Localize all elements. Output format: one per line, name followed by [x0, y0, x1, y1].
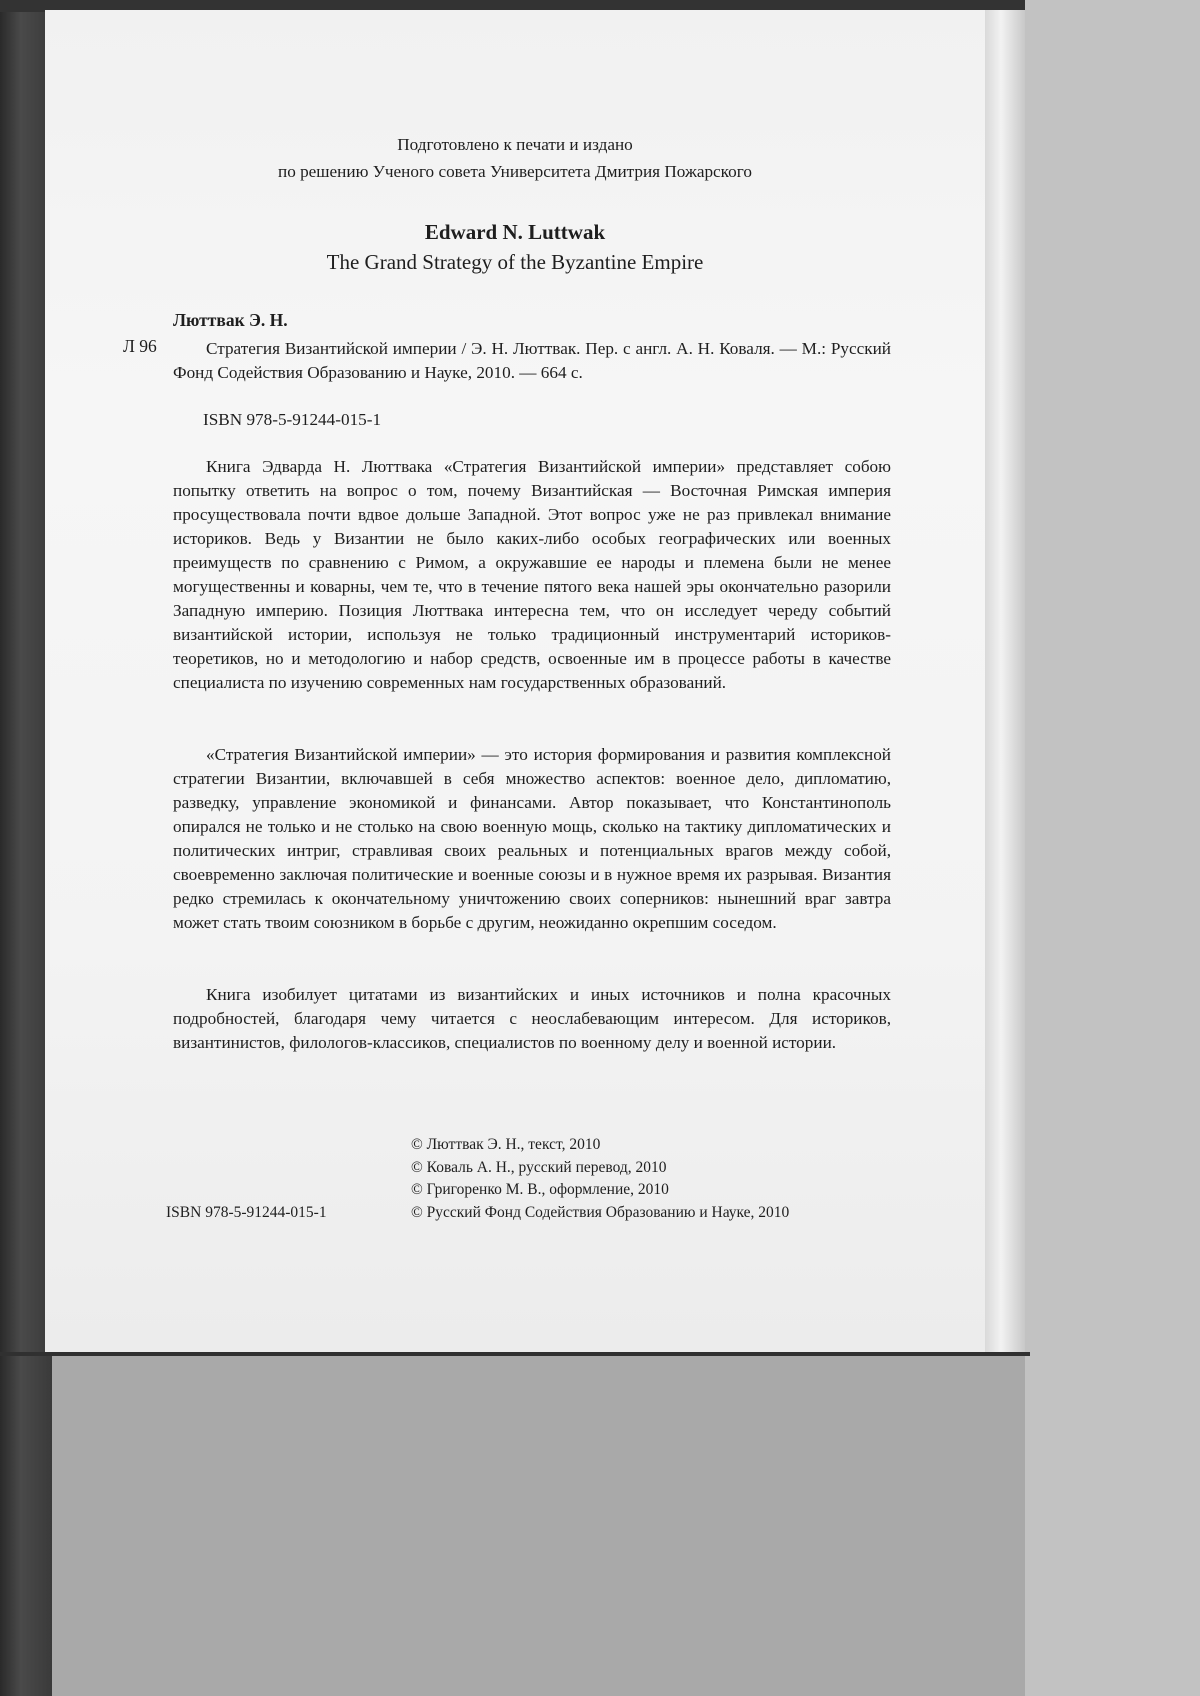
original-title: The Grand Strategy of the Byzantine Empire: [326, 250, 704, 274]
book-page: [45, 10, 985, 1352]
catalog-author: Люттвак Э. Н.: [173, 310, 288, 330]
bibliographic-record: Стратегия Византийской империи / Э. Н. Люттвак. Пер. с англ. А. Н. Коваля. — М.: Русский Фонд Содействия Образованию и Науке, 2010. — 664 с.: [173, 339, 891, 382]
imprint-line-1: Подготовлено к печати и издано: [397, 135, 633, 154]
annotation-paragraph-2: «Стратегия Византийской империи» — это история формирования и развития комплексной стратегии Византии, включавшей в себя множество аспектов: военное дело, дипломатию, разведку, управление экономикой и финансами. Автор показывает, что Константинополь опирался не только и не столько на свою военную мощь, сколько на тактику дипломатических и политических интриг, стравливая своих реальных и потенциальных врагов между собой, своевременно заключая политические и военные союзы и в нужное время их разрывая. Византия редко стремилась к окончательному уничтожению своих соперников: нынешний враг завтра может стать твоим союзником в борьбе с другим, неожиданно окрепшим соседом.: [173, 745, 891, 932]
annotation-paragraph-3: Книга изобилует цитатами из византийских и иных источников и полна красочных подробностей, благодаря чему читается с неослабевающим интересом. Для историков, византинистов, филологов-классиков, специалистов по военному делу и военной истории.: [173, 985, 891, 1052]
adjacent-page-edge: [985, 10, 1025, 1355]
copyright-line: © Русский Фонд Содействия Образованию и Науке, 2010: [411, 1203, 790, 1221]
copyright-list: [411, 1134, 789, 1224]
isbn-footer: ISBN 978-5-91244-015-1: [166, 1204, 327, 1221]
catalog-code: Л 96: [123, 336, 157, 356]
scan-background-right: [1025, 0, 1200, 1696]
copyright-line: © Люттвак Э. Н., текст, 2010: [411, 1136, 601, 1153]
isbn-record: ISBN 978-5-91244-015-1: [203, 410, 382, 429]
original-author: Edward N. Luttwak: [424, 220, 606, 244]
imprint-line-2: по решению Ученого совета Университета Дмитрия Пожарского: [278, 162, 752, 181]
copyright-line: © Григоренко М. В., оформление, 2010: [411, 1181, 669, 1198]
copyright-line: © Коваль А. Н., русский перевод, 2010: [411, 1158, 667, 1176]
bottom-edge-shadow: [0, 1352, 1030, 1356]
annotation-paragraph-1: Книга Эдварда Н. Люттвака «Стратегия Византийской империи» представляет собою попытку ответить на вопрос о том, почему Византийская — Восточная Римская империя просуществовала почти вдвое дольше Западной. Этот вопрос уже не раз привлекал внимание историков. Ведь у Византии не было каких-либо особых географических или военных преимуществ по сравнению с Римом, а окружавшие ее народы и племена были не менее могущественны и коварны, чем те, что в течение пятого века нашей эры окончательно разорили Западную империю. Позиция Люттвака интересна тем, что он исследует череду событий византийской истории, используя не только традиционный инструментарий историков-теоретиков, но и методологию и набор средств, освоенные им в процессе работы в качестве специалиста по изучению современных нам государственных образований.: [173, 457, 891, 692]
